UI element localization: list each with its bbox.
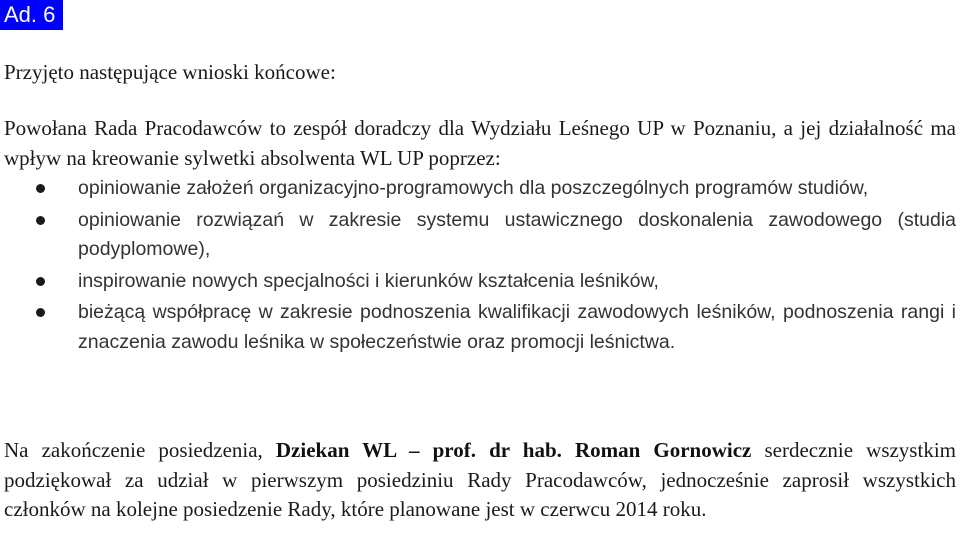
body-paragraph: Powołana Rada Pracodawców to zespół doradczy dla Wydziału Leśnego UP w Poznaniu, a jej działalność ma wpływ na kreowanie sylwetki absolwenta WL UP poprzez:: [4, 116, 956, 170]
bullet-icon: [36, 308, 45, 317]
list-item-text: bieżącą współpracę w zakresie podnoszenia kwalifikacji zawodowych leśników, podnoszenia rangi i znaczenia zawodu leśnika w społeczeństwie oraz promocji leśnictwa.: [78, 301, 956, 353]
bullet-icon: [36, 277, 45, 286]
conclusions-list: [0, 174, 956, 357]
dean-name: Dziekan WL – prof. dr hab. Roman Gornowicz: [275, 438, 752, 462]
list-item-text: inspirowanie nowych specjalności i kierunków kształcenia leśników,: [78, 269, 659, 292]
list-item: [0, 206, 956, 265]
intro-text: Przyjęto następujące wnioski końcowe:: [4, 60, 336, 84]
list-item-text: opiniowanie założeń organizacyjno-programowych dla poszczególnych programów studiów,: [78, 177, 869, 199]
bullet-icon: [36, 184, 45, 193]
closing-text-start: Na zakończenie posiedzenia,: [4, 438, 276, 462]
list-item: [0, 267, 956, 297]
list-item-text: opiniowanie rozwiązań w zakresie systemu ustawicznego doskonalenia zawodowego (studia podyplomowe),: [78, 208, 956, 260]
closing-paragraph: [4, 436, 956, 525]
bullet-icon: [36, 216, 45, 225]
section-heading: Ad. 6: [0, 0, 63, 30]
list-item: [0, 298, 956, 357]
closing-text-end: serdecznie wszystkim podziękował za udział w pierwszym posiedziniu Rady Pracodawców, jednocześnie zaprosił wszystkich członków na kolejne posiedzenie Rady, które planowane jest w czerwcu 2014 roku.: [4, 438, 956, 521]
list-item: [0, 174, 956, 204]
